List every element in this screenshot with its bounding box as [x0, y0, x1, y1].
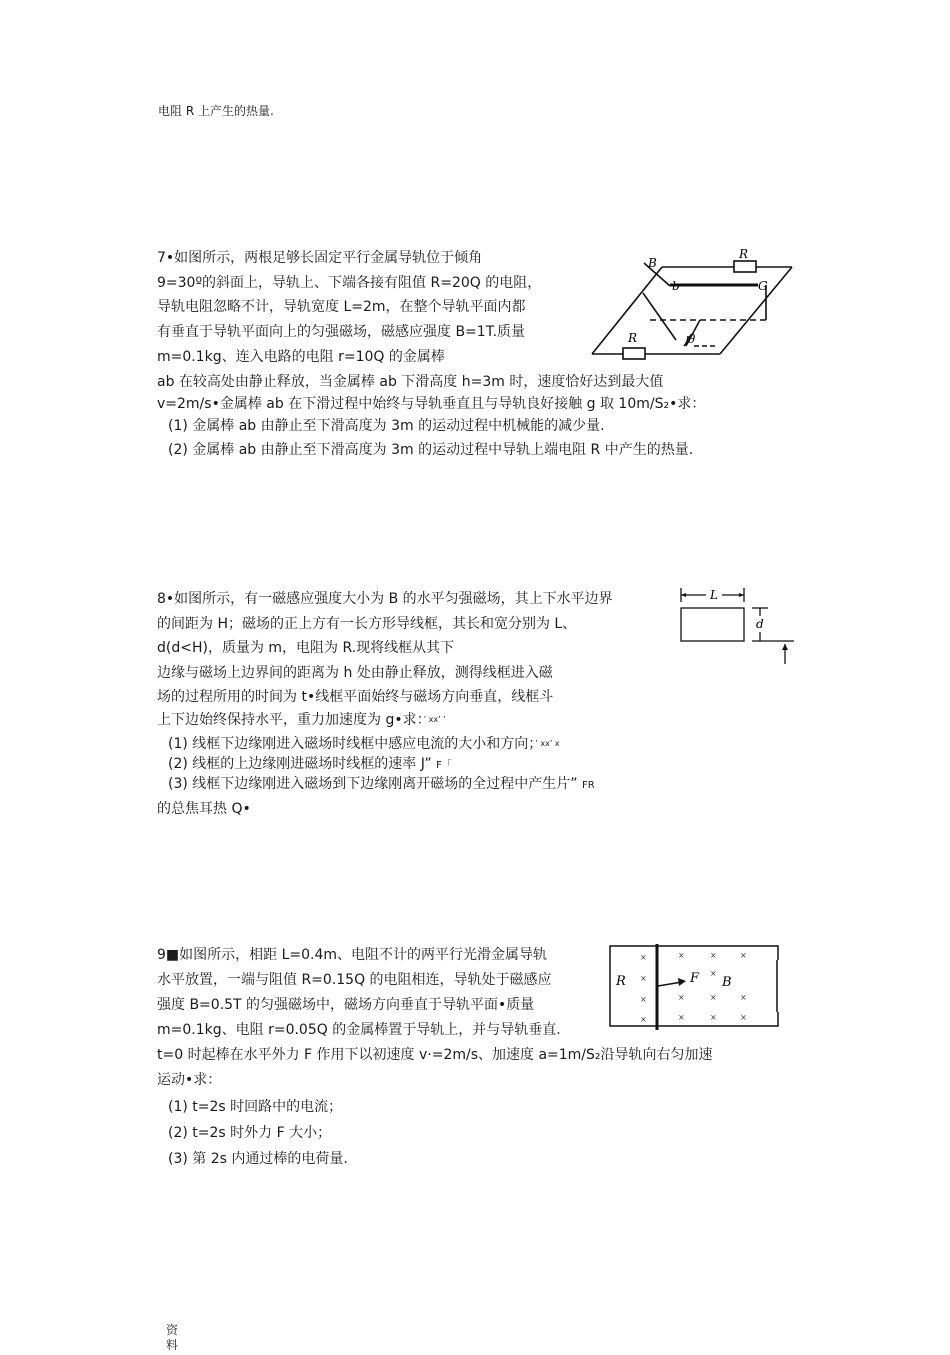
q8-line-5: 场的过程所用的时间为 t•线框平面始终与磁场方向垂直，线框斗 [157, 689, 554, 705]
q8-sub-1 [168, 734, 560, 754]
q9-label-F: F [690, 971, 700, 986]
q8-sub-3 [168, 774, 595, 796]
q7-label-R-top: R [739, 247, 749, 261]
footer-char-2: 料 [166, 1338, 179, 1352]
q9-sub-3: (3) 第 2s 内通过棒的电荷量. [168, 1151, 348, 1167]
q9-field-cross: × [740, 1013, 747, 1022]
q7-label-G: G [758, 279, 768, 293]
q9-field-cross: × [678, 1013, 685, 1022]
q7-line-1: 7•如图所示，两根足够长固定平行金属导轨位于倾角 [157, 250, 483, 266]
q9-line-2: 水平放置，一端与阻值 R=0.15Q 的电阻相连，导轨处于磁感应 [157, 972, 552, 988]
q7-line-7: v=2m/s•金属棒 ab 在下滑过程中始终与导轨垂直且与导轨良好接触 g 取 10m/S₂•求： [157, 396, 706, 412]
q9-line-6: 运动•求： [157, 1072, 222, 1088]
footer-char-1: 资 [166, 1323, 179, 1337]
q7-label-b: b [672, 279, 680, 293]
q8-last: 的总焦耳热 Q• [157, 801, 251, 817]
q8-sub-2 [168, 754, 452, 776]
q8-sub-2-text: (2) 线框的上边缘刚进磁场时线框的速率 J” [168, 756, 437, 772]
q9-field-cross: × [678, 993, 685, 1002]
q9-field-cross: × [640, 995, 647, 1004]
q7-incline-rails-figure [588, 238, 800, 360]
q8-sub-3-noise: FR [581, 780, 595, 791]
q8-line-6-noise: ’ xx’ ’ [423, 715, 446, 724]
q9-label-B: B [722, 975, 732, 990]
q8-sub-2-noise: F「 [436, 760, 452, 771]
q9-label-R: R [616, 974, 626, 989]
q9-field-cross: × [740, 951, 747, 960]
q7-sub-1: (1) 金属棒 ab 由静止至下滑高度为 3m 的运动过程中机械能的减少量. [168, 418, 605, 434]
q9-line-3: 强度 B=0.5T 的匀强磁场中，磁场方向垂直于导轨平面•质量 [157, 997, 535, 1013]
q7-label-B: B [648, 256, 657, 270]
q9-sub-2: (2) t=2s 时外力 F 大小； [168, 1125, 332, 1141]
q8-frame-figure [676, 586, 796, 668]
q8-line-6-text: 上下边始终保持水平，重力加速度为 g•求： [157, 712, 424, 728]
q8-line-1: 8•如图所示，有一磁感应强度大小为 B 的水平匀强磁场，其上下水平边界 [157, 591, 613, 607]
top-fragment: 电阻 R 上产生的热量. [158, 104, 274, 118]
q7-sub-2: (2) 金属棒 ab 由静止至下滑高度为 3m 的运动过程中导轨上端电阻 R 中产生的热量. [168, 442, 694, 458]
q8-line-3: d(d<H)，质量为 m，电阻为 R.现将线框从其下 [157, 640, 455, 656]
q7-label-theta: θ [688, 332, 696, 346]
q9-line-4: m=0.1kg、电阻 r=0.05Q 的金属棒置于导轨上，并与导轨垂直. [157, 1022, 561, 1038]
q7-line-6: ab 在较高处由静止释放，当金属棒 ab 下滑高度 h=3m 时，速度恰好达到最大值 [157, 374, 664, 390]
q8-sub-3-text: (3) 线框下边缘刚进入磁场到下边缘刚离开磁场的全过程中产生片” [168, 776, 582, 792]
q8-line-6 [157, 710, 446, 730]
q9-sub-1: (1) t=2s 时回路中的电流； [168, 1099, 343, 1115]
q7-label-R-bottom: R [628, 331, 638, 345]
q7-line-4: 有垂直于导轨平面向上的匀强磁场，磁感应强度 B=1T.质量 [157, 324, 526, 340]
q9-line-1: 9■如图所示，相距 L=0.4m、电阻不计的两平行光滑金属导轨 [157, 947, 548, 963]
q9-field-cross: × [710, 951, 717, 960]
q7-line-5: m=0.1kg、连入电路的电阻 r=10Q 的金属棒 [157, 349, 445, 365]
q7-line-3: 导轨电阻忽略不计，导轨宽度 L=2m，在整个导轨平面内都 [157, 299, 526, 315]
q8-line-4: 边缘与磁场上边界间的距离为 h 处由静止释放，测得线框进入磁 [157, 665, 553, 681]
q9-field-cross: × [640, 953, 647, 962]
q8-label-d: d [756, 617, 764, 631]
q9-field-cross: × [740, 993, 747, 1002]
q9-field-cross: × [710, 969, 717, 978]
q9-rails-figure [606, 940, 784, 1032]
q9-field-cross: × [640, 974, 647, 983]
q8-sub-1-text: (1) 线框下边缘刚进入磁场时线框中感应电流的大小和方向； [168, 736, 536, 752]
q8-line-2: 的间距为 H；磁场的正上方有一长方形导线框，其长和宽分别为 L、 [157, 616, 577, 632]
q7-line-2: 9=30º的斜面上，导轨上、下端各接有阻值 R=20Q 的电阻， [157, 275, 542, 291]
q8-label-L: L [710, 588, 718, 602]
q9-field-cross: × [678, 951, 685, 960]
q9-field-cross: × [710, 993, 717, 1002]
q9-field-cross: × [640, 1015, 647, 1024]
q8-sub-1-noise: ’ xx’ x [535, 739, 560, 748]
q9-line-5: t=0 时起棒在水平外力 F 作用下以初速度 v·=2m/s、加速度 a=1m/S₂沿导轨向右匀加速 [157, 1047, 713, 1063]
q9-field-cross: × [710, 1013, 717, 1022]
